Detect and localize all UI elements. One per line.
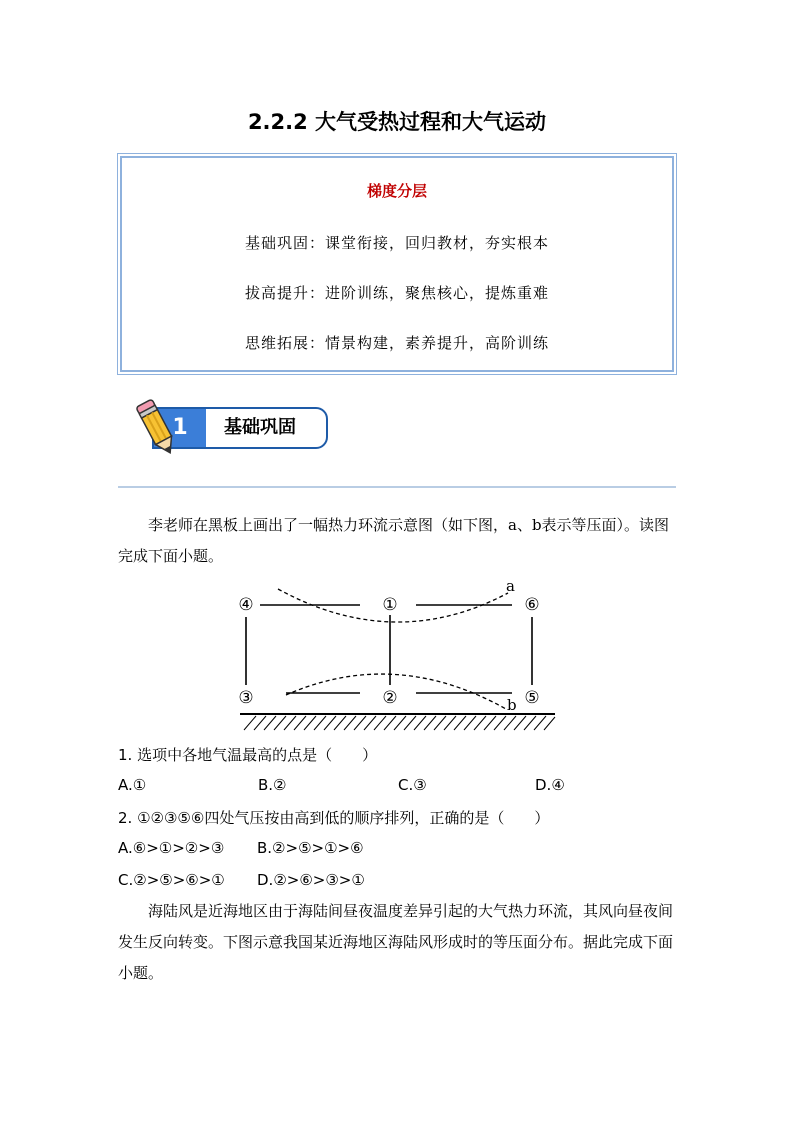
difficulty-tier-box	[120, 156, 674, 372]
question-1-stem: 1. 选项中各地气温最高的点是（ ）	[118, 746, 378, 764]
pencil-icon	[132, 398, 182, 460]
point-3-label: ③	[238, 688, 254, 708]
point-5-label: ⑤	[524, 688, 540, 708]
section-number: 1	[172, 415, 188, 440]
tier-line-thinking: 思维拓展：情景构建，素养提升，高阶训练	[244, 334, 549, 352]
tier-line-basic: 基础巩固：课堂衔接，回归教材，夯实根本	[244, 234, 549, 252]
point-1-label: ①	[382, 595, 398, 615]
point-6-label: ⑥	[524, 595, 540, 615]
question-1-option-c: C.③	[398, 776, 427, 794]
question-2-option-d: D.②>⑥>③>①	[257, 871, 365, 889]
question-1-option-d: D.④	[535, 776, 565, 794]
page-title: 2.2.2 大气受热过程和大气运动	[247, 110, 547, 134]
section-divider	[118, 486, 676, 488]
question-1-option-a: A.①	[118, 776, 147, 794]
question-2-stem: 2. ①②③⑤⑥四处气压按由高到低的顺序排列，正确的是（ ）	[118, 809, 550, 827]
intro-paragraph-1: 李老师在黑板上画出了一幅热力环流示意图（如下图，a、b表示等压面）。读图完成下面小题。	[118, 516, 670, 565]
section-header	[132, 398, 332, 460]
question-2-option-b: B.②>⑤>①>⑥	[257, 839, 364, 857]
tier-line-advanced: 拔高提升：进阶训练，聚焦核心，提炼重难	[244, 284, 549, 302]
isobar-b-label: b	[507, 696, 517, 714]
intro-paragraph-2: 海陆风是近海地区由于海陆间昼夜温度差异引起的大气热力环流，其风向昼夜间发生反向转变。下图示意我国某近海地区海陆风形成时的等压面分布。据此完成下面小题。	[118, 902, 674, 982]
tier-heading: 梯度分层	[366, 182, 427, 200]
question-2-option-a: A.⑥>①>②>③	[118, 839, 225, 857]
point-2-label: ②	[382, 688, 398, 708]
thermal-circulation-diagram	[230, 575, 560, 735]
question-1-option-b: B.②	[258, 776, 287, 794]
point-4-label: ④	[238, 595, 254, 615]
isobar-a-label: a	[506, 577, 515, 595]
question-2-option-c: C.②>⑤>⑥>①	[118, 871, 225, 889]
section-title: 基础巩固	[224, 417, 296, 438]
